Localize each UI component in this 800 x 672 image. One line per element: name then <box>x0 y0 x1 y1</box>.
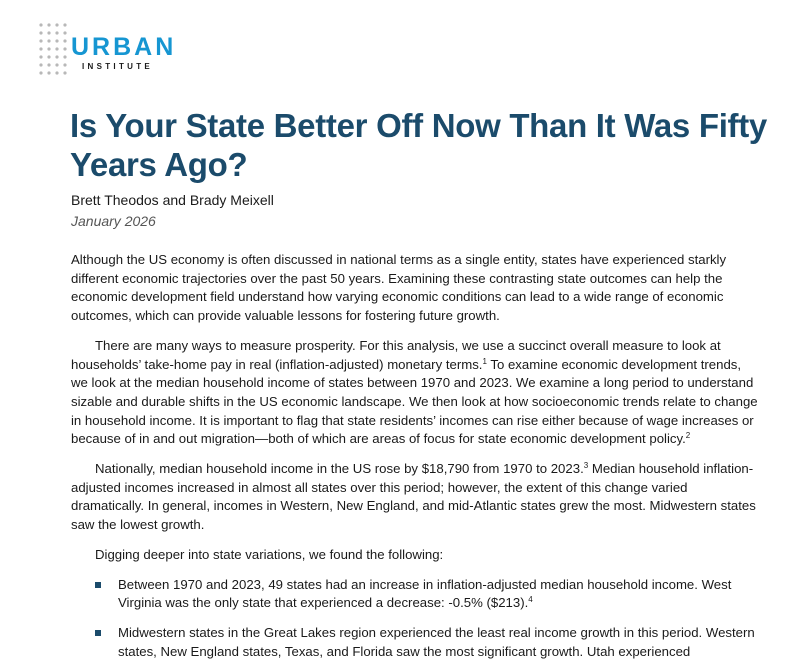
footnote-ref-4[interactable]: 4 <box>528 595 533 605</box>
paragraph-measure-text-a: There are many ways to measure prosperity. For this analysis, we use a succinct overall measure to look at households’ take-home pay in real (inflation-adjusted) monetary terms. <box>71 337 721 372</box>
list-item <box>71 624 761 661</box>
paragraph-national-text-b: Median household inflation-adjusted incomes increased in almost all states over this period; however, the extent of this change varied dramatically. In general, incomes in Western, New England, and mid-Atlantic states grew the most. Midwestern states saw the lowest growth. <box>71 461 756 533</box>
document-authors: Brett Theodos and Brady Meixell <box>71 192 274 208</box>
footnote-ref-3[interactable]: 3 <box>583 461 589 471</box>
document-date: January 2026 <box>71 213 156 229</box>
square-bullet-icon <box>95 582 101 588</box>
footnote-ref-1[interactable]: 1 <box>482 356 487 366</box>
square-bullet-icon <box>95 630 101 636</box>
logo-subtitle: INSTITUTE <box>82 62 154 71</box>
paragraph-measure <box>71 337 761 449</box>
list-item <box>71 576 761 613</box>
dot-grid-logo-icon <box>38 22 74 78</box>
urban-institute-logo <box>38 22 188 82</box>
document-body <box>71 251 761 672</box>
findings-list <box>71 576 761 662</box>
paragraph-findings-intro: Digging deeper into state variations, we found the following: <box>95 546 444 562</box>
paragraph-intro: Although the US economy is often discussed in national terms as a single entity, states have experienced starkly different economic trajectories over the past 50 years. Examining these contrasting state outcomes can help the economic development field understand how varying economic conditions can lead to a wide range of economic outcomes, which can provide valuable lessons for fostering future growth. <box>71 252 727 324</box>
paragraph-national-text-a: Nationally, median household income in the US rose by $18,790 from 1970 to 2023. <box>95 461 584 477</box>
document-title: Is Your State Better Off Now Than It Was Fifty Years Ago? <box>70 107 767 183</box>
footnote-ref-2[interactable]: 2 <box>685 431 691 441</box>
list-item-text: Midwestern states in the Great Lakes region experienced the least real income growth in this period. Western states, New England states, Texas, and Florida saw the most significant growth. Utah experienced <box>118 624 755 659</box>
list-item-text: Between 1970 and 2023, 49 states had an increase in inflation-adjusted median household income. West Virginia was the only state that experienced a decrease: -0.5% ($213). <box>118 576 732 611</box>
logo-wordmark: URBAN <box>71 33 177 61</box>
paragraph-measure-text-b: To examine economic development trends, we look at the median household income of states between 1970 and 2023. We examine a long period to understand sizable and durable shifts in the US economic landscape. We then look at how socioeconomic trends relate to change in household income. It is important to flag that state residents’ incomes can rise either because of wage increases or because of in and out migration—both of which are areas of focus for state economic development policy. <box>71 356 758 447</box>
paragraph-national <box>71 460 761 535</box>
